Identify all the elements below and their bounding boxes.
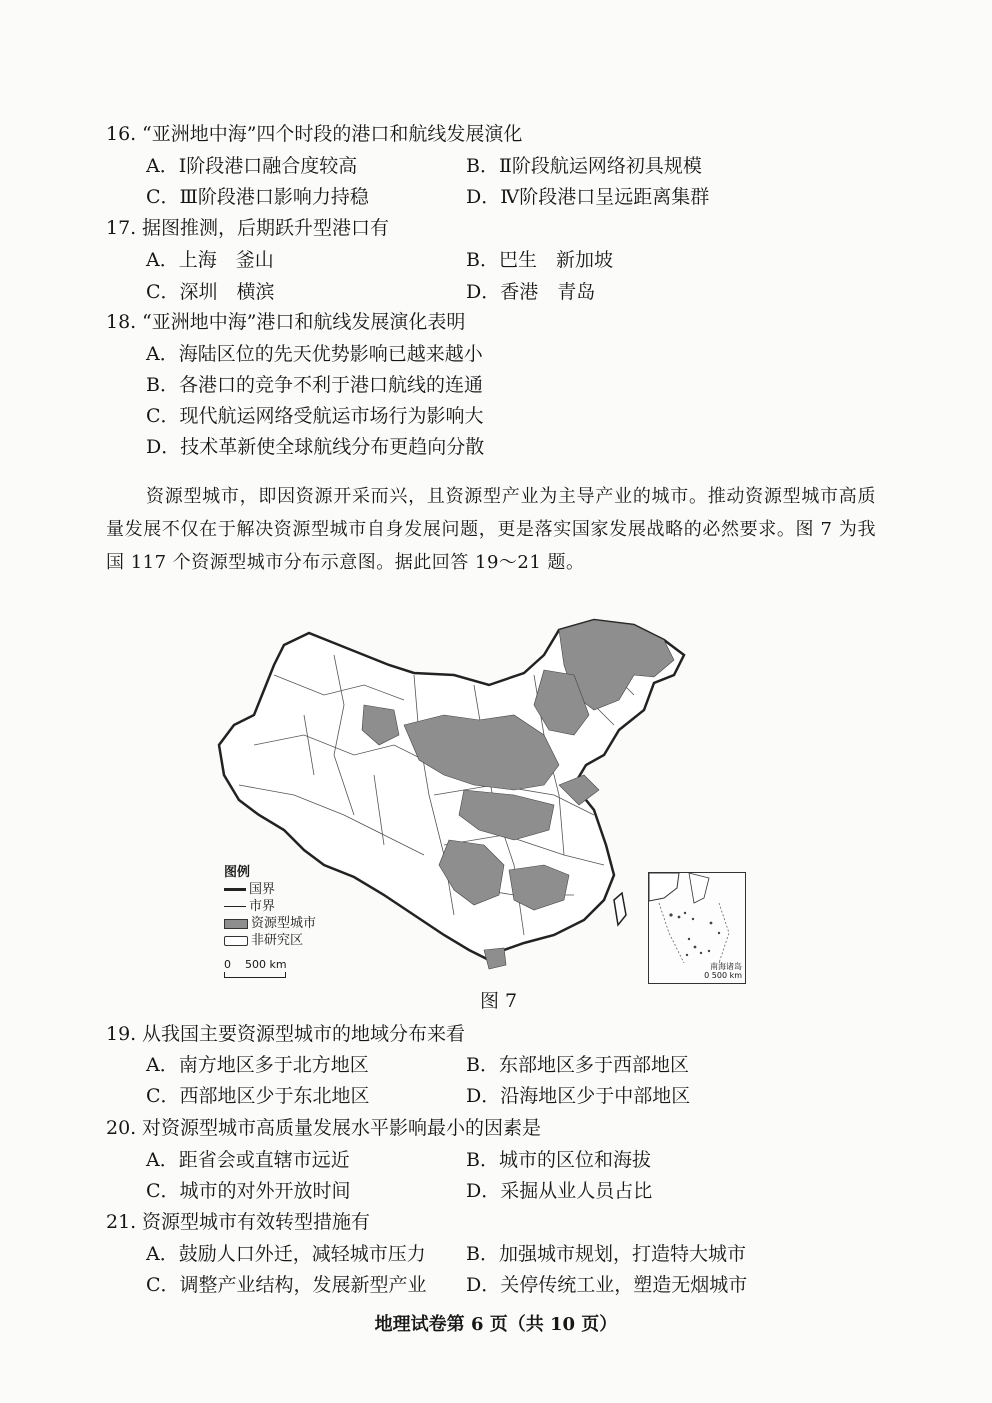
option-a[interactable]: A．海陆区位的先天优势影响已越来越小 [146, 343, 483, 365]
option-a[interactable]: A．Ⅰ阶段港口融合度较高 [146, 155, 358, 177]
option-d[interactable]: D．技术革新使全球航线分布更趋向分散 [146, 436, 485, 458]
question-20 [106, 1116, 541, 1140]
option-d[interactable]: D．Ⅳ阶段港口呈远距离集群 [466, 186, 710, 208]
option-b[interactable]: B．Ⅱ阶段航运网络初具规模 [466, 155, 702, 177]
inset-label: 南海诸岛 [710, 962, 742, 971]
option-c[interactable]: C．城市的对外开放时间 [146, 1180, 351, 1202]
question-stem: 对资源型城市高质量发展水平影响最小的因素是 [142, 1117, 542, 1139]
legend-title: 图例 [224, 865, 251, 880]
option-d[interactable]: D．沿海地区少于中部地区 [466, 1085, 691, 1107]
question-stem: “亚洲地中海”四个时段的港口和航线发展演化 [142, 123, 523, 145]
scale-line [224, 972, 286, 978]
option-d[interactable]: D．香港 青岛 [466, 281, 596, 303]
option-d[interactable]: D．关停传统工业，塑造无烟城市 [466, 1274, 748, 1296]
scale-zero: 0 [224, 958, 231, 971]
line-symbol-icon [224, 888, 246, 891]
fill-symbol-icon [224, 919, 248, 929]
question-16 [106, 122, 522, 146]
taiwan [614, 893, 626, 925]
option-b[interactable]: B．东部地区多于西部地区 [466, 1054, 689, 1076]
option-a[interactable]: A．上海 釜山 [146, 249, 274, 271]
scale-bar [224, 958, 287, 978]
option-a[interactable]: A．南方地区多于北方地区 [146, 1054, 369, 1076]
scale-label: 500 km [245, 958, 287, 971]
option-b[interactable]: B．巴生 新加坡 [466, 249, 613, 271]
question-number: 21. [106, 1211, 137, 1233]
option-c[interactable]: C．西部地区少于东北地区 [146, 1085, 370, 1107]
question-19 [106, 1022, 465, 1046]
option-c[interactable]: C．深圳 横滨 [146, 281, 275, 303]
option-c[interactable]: C．现代航运网络受航运市场行为影响大 [146, 405, 484, 427]
option-c[interactable]: C．调整产业结构，发展新型产业 [146, 1274, 427, 1296]
question-stem: 从我国主要资源型城市的地域分布来看 [142, 1023, 466, 1045]
legend-label: 资源型城市 [251, 916, 317, 931]
question-number: 19. [106, 1023, 137, 1045]
question-number: 16. [106, 123, 137, 145]
legend-label: 市界 [249, 899, 276, 914]
question-stem: “亚洲地中海”港口和航线发展演化表明 [142, 311, 466, 333]
figure-caption: 图 7 [480, 990, 518, 1012]
question-18 [106, 310, 465, 334]
question-17 [106, 216, 389, 240]
region-hainan [484, 948, 506, 969]
line-symbol-icon [224, 906, 246, 907]
option-b[interactable]: B．各港口的竞争不利于港口航线的连通 [146, 374, 483, 396]
legend-label: 国界 [249, 882, 276, 897]
legend-item-resource-city [224, 915, 316, 932]
south-china-sea-inset [648, 872, 746, 984]
box-symbol-icon [224, 936, 248, 946]
legend-label: 非研究区 [251, 933, 304, 948]
question-21 [106, 1210, 370, 1234]
question-number: 17. [106, 217, 137, 239]
option-a[interactable]: A．鼓励人口外迁，减轻城市压力 [146, 1243, 426, 1265]
legend-item-non-study-area [224, 932, 316, 949]
intro-paragraph: 资源型城市，即因资源开采而兴，且资源型产业为主导产业的城市。推动资源型城市高质量发展不仅在于解决资源型城市自身发展问题，更是落实国家发展战略的必然要求。图 7 为我国 117 个资源型城市分布示意图。据此回答 19～21 题。 [106, 486, 876, 573]
option-a[interactable]: A．距省会或直辖市远近 [146, 1149, 350, 1171]
question-stem: 据图推测，后期跃升型港口有 [142, 217, 390, 239]
map-legend [224, 864, 316, 949]
question-number: 18. [106, 311, 137, 333]
option-d[interactable]: D．采掘从业人员占比 [466, 1180, 653, 1202]
option-b[interactable]: B．加强城市规划，打造特大城市 [466, 1243, 746, 1265]
page-footer: 地理试卷第 6 页（共 10 页） [374, 1314, 618, 1335]
option-b[interactable]: B．城市的区位和海拔 [466, 1149, 651, 1171]
option-c[interactable]: C．Ⅲ阶段港口影响力持稳 [146, 186, 369, 208]
inset-scale: 0 500 km [704, 971, 742, 980]
question-stem: 资源型城市有效转型措施有 [142, 1211, 371, 1233]
question-number: 20. [106, 1117, 137, 1139]
legend-item-national-border [224, 881, 316, 898]
legend-item-city-border [224, 898, 316, 915]
